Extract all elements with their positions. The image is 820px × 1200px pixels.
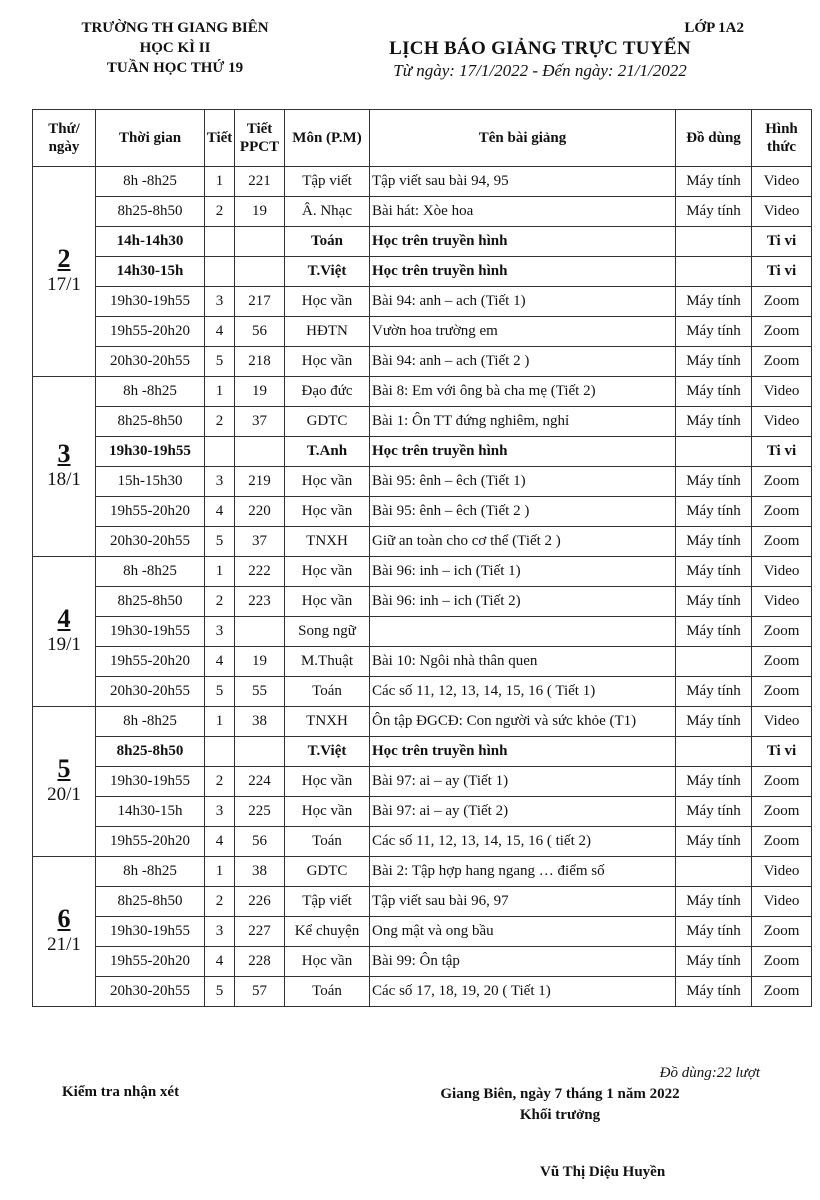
ppct-cell: 19 — [235, 647, 285, 677]
subject-cell: Â. Nhạc — [285, 197, 370, 227]
equipment-cell: Máy tính — [676, 767, 752, 797]
period-cell — [205, 437, 235, 467]
col-header-period: Tiết — [205, 110, 235, 167]
subject-cell: TNXH — [285, 707, 370, 737]
equipment-cell: Máy tính — [676, 167, 752, 197]
ppct-cell: 223 — [235, 587, 285, 617]
ppct-cell: 218 — [235, 347, 285, 377]
equipment-cell: Máy tính — [676, 467, 752, 497]
time-cell: 19h30-19h55 — [96, 617, 205, 647]
subject-cell: Học vần — [285, 557, 370, 587]
period-cell: 4 — [205, 827, 235, 857]
time-cell: 8h -8h25 — [96, 707, 205, 737]
time-cell: 8h25-8h50 — [96, 407, 205, 437]
period-cell: 3 — [205, 797, 235, 827]
place-date: Giang Biên, ngày 7 tháng 1 năm 2022 — [440, 1086, 680, 1102]
lesson-cell: Bài 94: anh – ach (Tiết 2 ) — [370, 347, 676, 377]
period-cell: 5 — [205, 677, 235, 707]
time-cell: 19h30-19h55 — [96, 287, 205, 317]
time-cell: 8h -8h25 — [96, 377, 205, 407]
lesson-cell: Học trên truyền hình — [370, 257, 676, 287]
table-row — [33, 887, 812, 917]
lesson-cell: Bài 10: Ngôi nhà thân quen — [370, 647, 676, 677]
subject-cell: Tập viết — [285, 887, 370, 917]
lesson-cell: Bài 1: Ôn TT đứng nghiêm, nghỉ — [370, 407, 676, 437]
lesson-cell: Học trên truyền hình — [370, 737, 676, 767]
format-cell: Ti vi — [752, 227, 812, 257]
format-cell: Zoom — [752, 617, 812, 647]
day-cell — [33, 377, 96, 557]
lesson-cell: Bài 99: Ôn tập — [370, 947, 676, 977]
format-cell: Zoom — [752, 827, 812, 857]
day-date: 19/1 — [47, 633, 81, 655]
format-cell: Zoom — [752, 917, 812, 947]
format-cell: Video — [752, 557, 812, 587]
day-date: 17/1 — [47, 273, 81, 295]
period-cell: 2 — [205, 887, 235, 917]
ppct-cell: 37 — [235, 407, 285, 437]
table-row — [33, 827, 812, 857]
format-cell: Zoom — [752, 797, 812, 827]
day-number: 5 — [57, 753, 71, 783]
day-cell — [33, 707, 96, 857]
period-cell: 3 — [205, 287, 235, 317]
time-cell: 19h55-20h20 — [96, 947, 205, 977]
col-header-subject: Môn (P.M) — [285, 110, 370, 167]
lesson-cell: Học trên truyền hình — [370, 227, 676, 257]
subject-cell: Toán — [285, 227, 370, 257]
equipment-cell: Máy tính — [676, 917, 752, 947]
time-cell: 8h -8h25 — [96, 557, 205, 587]
subject-cell: Học vần — [285, 497, 370, 527]
format-cell: Zoom — [752, 347, 812, 377]
format-cell: Zoom — [752, 767, 812, 797]
equipment-cell: Máy tính — [676, 197, 752, 227]
subject-cell: T.Anh — [285, 437, 370, 467]
time-cell: 19h30-19h55 — [96, 437, 205, 467]
document-title: LỊCH BÁO GIẢNG TRỰC TUYẾN — [389, 38, 691, 59]
day-cell — [33, 167, 96, 377]
equipment-cell: Máy tính — [676, 407, 752, 437]
lesson-cell: Bài 94: anh – ach (Tiết 1) — [370, 287, 676, 317]
table-row — [33, 617, 812, 647]
day-date: 20/1 — [47, 783, 81, 805]
period-cell: 1 — [205, 557, 235, 587]
period-cell — [205, 737, 235, 767]
period-cell: 4 — [205, 947, 235, 977]
period-cell: 2 — [205, 407, 235, 437]
equipment-cell: Máy tính — [676, 707, 752, 737]
time-cell: 19h55-20h20 — [96, 647, 205, 677]
format-cell: Zoom — [752, 467, 812, 497]
lesson-cell: Các số 11, 12, 13, 14, 15, 16 ( tiết 2) — [370, 827, 676, 857]
equipment-cell: Máy tính — [676, 947, 752, 977]
period-cell: 4 — [205, 647, 235, 677]
table-header-row — [33, 110, 812, 167]
school-header — [40, 18, 310, 78]
ppct-cell — [235, 257, 285, 287]
time-cell: 20h30-20h55 — [96, 527, 205, 557]
table-row — [33, 317, 812, 347]
table-row — [33, 197, 812, 227]
lesson-cell: Tập viết sau bài 94, 95 — [370, 167, 676, 197]
day-cell — [33, 857, 96, 1007]
day-number: 6 — [57, 903, 71, 933]
ppct-cell: 37 — [235, 527, 285, 557]
lesson-cell: Giữ an toàn cho cơ thể (Tiết 2 ) — [370, 527, 676, 557]
period-cell — [205, 227, 235, 257]
format-cell: Zoom — [752, 947, 812, 977]
equipment-cell: Máy tính — [676, 287, 752, 317]
subject-cell: HĐTN — [285, 317, 370, 347]
equipment-note: Đồ dùng:22 lượt — [659, 1065, 760, 1081]
schedule-body — [33, 167, 812, 1007]
ppct-cell: 227 — [235, 917, 285, 947]
time-cell: 8h -8h25 — [96, 857, 205, 887]
equipment-cell: Máy tính — [676, 377, 752, 407]
time-cell: 14h30-15h — [96, 797, 205, 827]
period-cell: 1 — [205, 377, 235, 407]
position-title: Khối trưởng — [519, 1107, 601, 1123]
day-date: 18/1 — [47, 468, 81, 490]
subject-cell: GDTC — [285, 857, 370, 887]
week-label: TUẦN HỌC THỨ 19 — [106, 60, 244, 76]
table-row — [33, 707, 812, 737]
format-cell: Video — [752, 707, 812, 737]
subject-cell: Học vần — [285, 797, 370, 827]
equipment-cell — [676, 227, 752, 257]
equipment-cell: Máy tính — [676, 527, 752, 557]
subject-cell: Học vần — [285, 467, 370, 497]
subject-cell: Học vần — [285, 767, 370, 797]
equipment-cell: Máy tính — [676, 677, 752, 707]
subject-cell: Toán — [285, 827, 370, 857]
ppct-cell: 224 — [235, 767, 285, 797]
table-row — [33, 947, 812, 977]
equipment-cell: Máy tính — [676, 587, 752, 617]
equipment-cell: Máy tính — [676, 977, 752, 1007]
school-name: TRƯỜNG TH GIANG BIÊN — [81, 20, 269, 36]
subject-cell: Học vần — [285, 947, 370, 977]
subject-cell: Toán — [285, 977, 370, 1007]
time-cell: 8h25-8h50 — [96, 587, 205, 617]
time-cell: 15h-15h30 — [96, 467, 205, 497]
equipment-cell — [676, 437, 752, 467]
table-row — [33, 797, 812, 827]
table-row — [33, 647, 812, 677]
ppct-cell: 56 — [235, 317, 285, 347]
lesson-cell — [370, 617, 676, 647]
equipment-cell: Máy tính — [676, 557, 752, 587]
period-cell: 3 — [205, 917, 235, 947]
class-name: LỚP 1A2 — [684, 20, 744, 36]
format-cell: Ti vi — [752, 737, 812, 767]
lesson-cell: Bài 97: ai – ay (Tiết 2) — [370, 797, 676, 827]
period-cell: 1 — [205, 167, 235, 197]
format-cell: Video — [752, 167, 812, 197]
equipment-cell: Máy tính — [676, 827, 752, 857]
lesson-cell: Bài 97: ai – ay (Tiết 1) — [370, 767, 676, 797]
time-cell: 20h30-20h55 — [96, 977, 205, 1007]
format-cell: Ti vi — [752, 437, 812, 467]
ppct-cell: 220 — [235, 497, 285, 527]
table-row — [33, 287, 812, 317]
period-cell: 2 — [205, 587, 235, 617]
subject-cell: T.Việt — [285, 737, 370, 767]
col-header-equipment: Đồ dùng — [676, 110, 752, 167]
time-cell: 19h30-19h55 — [96, 917, 205, 947]
table-row — [33, 587, 812, 617]
schedule-table — [32, 109, 812, 1007]
table-row — [33, 257, 812, 287]
equipment-cell: Máy tính — [676, 617, 752, 647]
subject-cell: M.Thuật — [285, 647, 370, 677]
day-number: 3 — [57, 438, 71, 468]
table-row — [33, 527, 812, 557]
period-cell: 5 — [205, 347, 235, 377]
ppct-cell — [235, 737, 285, 767]
lesson-cell: Ong mật và ong bầu — [370, 917, 676, 947]
table-row — [33, 377, 812, 407]
table-row — [33, 467, 812, 497]
equipment-cell: Máy tính — [676, 797, 752, 827]
ppct-cell: 38 — [235, 857, 285, 887]
time-cell: 19h55-20h20 — [96, 497, 205, 527]
table-row — [33, 857, 812, 887]
subject-cell: Đạo đức — [285, 377, 370, 407]
format-cell: Video — [752, 887, 812, 917]
period-cell: 5 — [205, 527, 235, 557]
table-row — [33, 977, 812, 1007]
period-cell: 5 — [205, 977, 235, 1007]
table-row — [33, 437, 812, 467]
subject-cell: Song ngữ — [285, 617, 370, 647]
format-cell: Video — [752, 377, 812, 407]
subject-cell: GDTC — [285, 407, 370, 437]
lesson-cell: Bài 2: Tập hợp hang ngang … điểm số — [370, 857, 676, 887]
ppct-cell: 219 — [235, 467, 285, 497]
format-cell: Zoom — [752, 287, 812, 317]
format-cell: Video — [752, 407, 812, 437]
date-range: Từ ngày: 17/1/2022 - Đến ngày: 21/1/2022 — [393, 61, 687, 80]
ppct-cell: 19 — [235, 197, 285, 227]
equipment-cell — [676, 257, 752, 287]
time-cell: 8h25-8h50 — [96, 197, 205, 227]
ppct-cell — [235, 227, 285, 257]
equipment-cell: Máy tính — [676, 347, 752, 377]
time-cell: 14h-14h30 — [96, 227, 205, 257]
period-cell — [205, 257, 235, 287]
ppct-cell: 57 — [235, 977, 285, 1007]
lesson-cell: Vườn hoa trường em — [370, 317, 676, 347]
table-row — [33, 497, 812, 527]
ppct-cell: 19 — [235, 377, 285, 407]
table-row — [33, 677, 812, 707]
subject-cell: Tập viết — [285, 167, 370, 197]
format-cell: Zoom — [752, 677, 812, 707]
period-cell: 1 — [205, 857, 235, 887]
table-row — [33, 407, 812, 437]
subject-cell: Kể chuyện — [285, 917, 370, 947]
subject-cell: Học vần — [285, 347, 370, 377]
time-cell: 20h30-20h55 — [96, 347, 205, 377]
table-row — [33, 227, 812, 257]
table-row — [33, 557, 812, 587]
time-cell: 20h30-20h55 — [96, 677, 205, 707]
format-cell: Zoom — [752, 647, 812, 677]
ppct-cell: 225 — [235, 797, 285, 827]
format-cell: Zoom — [752, 527, 812, 557]
format-cell: Video — [752, 857, 812, 887]
format-cell: Zoom — [752, 317, 812, 347]
day-number: 4 — [57, 603, 71, 633]
day-number: 2 — [57, 243, 71, 273]
ppct-cell: 217 — [235, 287, 285, 317]
period-cell: 2 — [205, 197, 235, 227]
ppct-cell: 56 — [235, 827, 285, 857]
semester: HỌC KÌ II — [139, 40, 211, 56]
col-header-day: Thứ/ ngày — [33, 110, 96, 167]
period-cell: 1 — [205, 707, 235, 737]
subject-cell: Học vần — [285, 587, 370, 617]
ppct-cell: 221 — [235, 167, 285, 197]
time-cell: 14h30-15h — [96, 257, 205, 287]
lesson-cell: Tập viết sau bài 96, 97 — [370, 887, 676, 917]
subject-cell: TNXH — [285, 527, 370, 557]
table-row — [33, 767, 812, 797]
day-date: 21/1 — [47, 933, 81, 955]
format-cell: Video — [752, 587, 812, 617]
lesson-cell: Bài 8: Em với ông bà cha mẹ (Tiết 2) — [370, 377, 676, 407]
title-header — [330, 18, 750, 82]
period-cell: 3 — [205, 617, 235, 647]
subject-cell: Toán — [285, 677, 370, 707]
format-cell: Zoom — [752, 977, 812, 1007]
time-cell: 19h30-19h55 — [96, 767, 205, 797]
lesson-cell: Bài 96: inh – ich (Tiết 1) — [370, 557, 676, 587]
day-cell — [33, 557, 96, 707]
table-row — [33, 167, 812, 197]
lesson-cell: Các số 11, 12, 13, 14, 15, 16 ( Tiết 1) — [370, 677, 676, 707]
equipment-cell: Máy tính — [676, 317, 752, 347]
lesson-cell: Học trên truyền hình — [370, 437, 676, 467]
equipment-cell: Máy tính — [676, 497, 752, 527]
signature-block — [400, 1084, 720, 1126]
ppct-cell — [235, 617, 285, 647]
lesson-cell: Bài 95: ênh – êch (Tiết 1) — [370, 467, 676, 497]
equipment-cell — [676, 647, 752, 677]
col-header-time: Thời gian — [96, 110, 205, 167]
signer-name: Vũ Thị Diệu Huyền — [540, 1164, 666, 1180]
subject-cell: T.Việt — [285, 257, 370, 287]
equipment-cell — [676, 857, 752, 887]
table-row — [33, 737, 812, 767]
ppct-cell: 226 — [235, 887, 285, 917]
col-header-ppct: Tiết PPCT — [235, 110, 285, 167]
time-cell: 19h55-20h20 — [96, 317, 205, 347]
table-row — [33, 917, 812, 947]
period-cell: 3 — [205, 467, 235, 497]
equipment-cell: Máy tính — [676, 887, 752, 917]
time-cell: 8h -8h25 — [96, 167, 205, 197]
ppct-cell: 55 — [235, 677, 285, 707]
ppct-cell: 38 — [235, 707, 285, 737]
period-cell: 4 — [205, 317, 235, 347]
lesson-cell: Bài hát: Xòe hoa — [370, 197, 676, 227]
ppct-cell — [235, 437, 285, 467]
review-label: Kiểm tra nhận xét — [62, 1084, 180, 1100]
subject-cell: Học vần — [285, 287, 370, 317]
ppct-cell: 222 — [235, 557, 285, 587]
time-cell: 8h25-8h50 — [96, 887, 205, 917]
time-cell: 19h55-20h20 — [96, 827, 205, 857]
format-cell: Video — [752, 197, 812, 227]
ppct-cell: 228 — [235, 947, 285, 977]
period-cell: 2 — [205, 767, 235, 797]
col-header-lesson: Tên bài giảng — [370, 110, 676, 167]
table-row — [33, 347, 812, 377]
format-cell: Zoom — [752, 497, 812, 527]
lesson-cell: Bài 95: ênh – êch (Tiết 2 ) — [370, 497, 676, 527]
time-cell: 8h25-8h50 — [96, 737, 205, 767]
lesson-cell: Các số 17, 18, 19, 20 ( Tiết 1) — [370, 977, 676, 1007]
format-cell: Ti vi — [752, 257, 812, 287]
lesson-cell: Ôn tập ĐGCĐ: Con người và sức khỏe (T1) — [370, 707, 676, 737]
period-cell: 4 — [205, 497, 235, 527]
lesson-cell: Bài 96: inh – ich (Tiết 2) — [370, 587, 676, 617]
col-header-format: Hình thức — [752, 110, 812, 167]
equipment-cell — [676, 737, 752, 767]
